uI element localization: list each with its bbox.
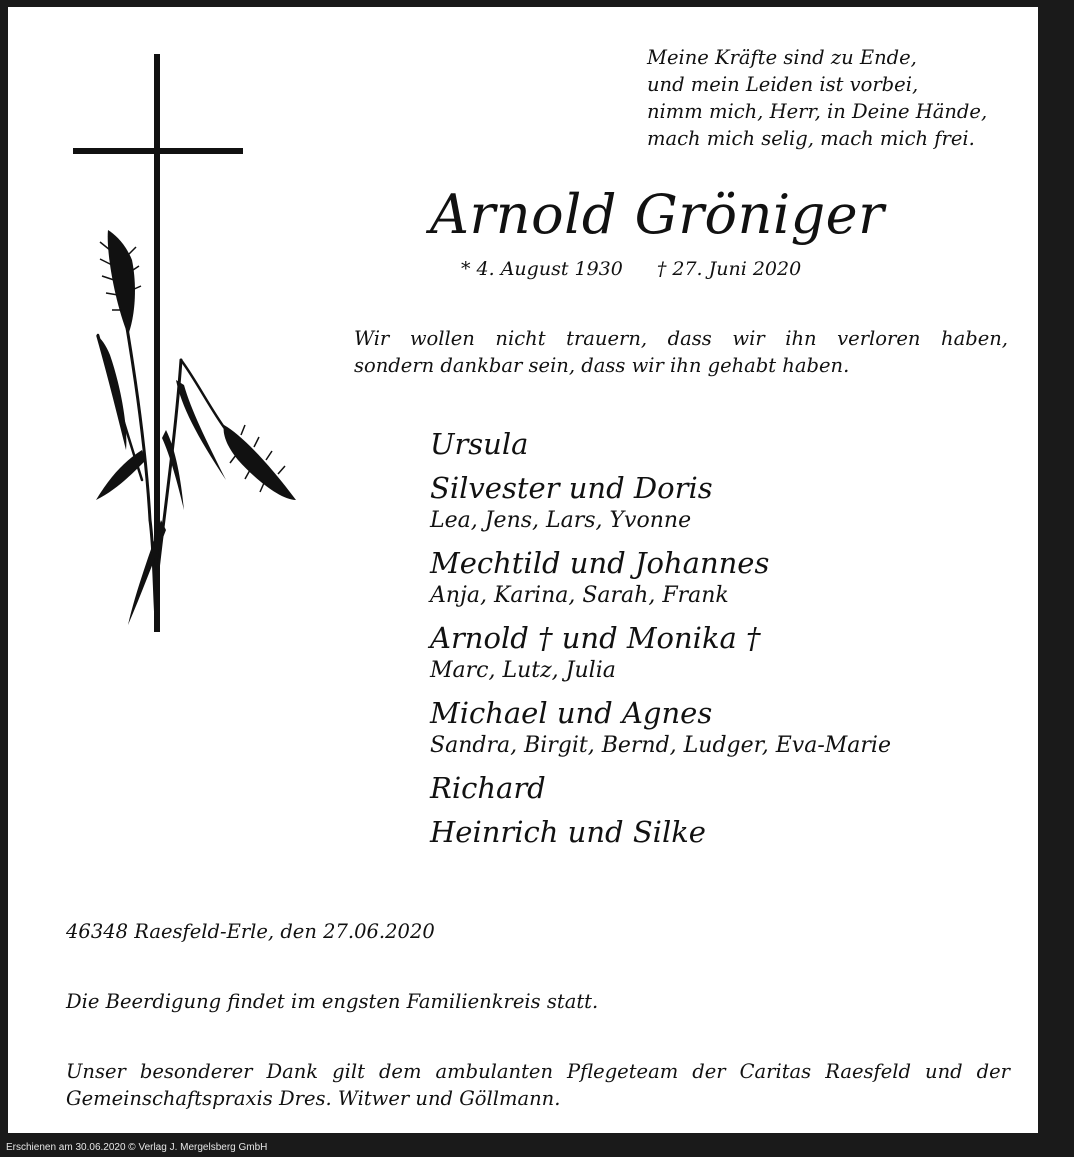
verse-line: nimm mich, Herr, in Deine Hände, [647,100,988,123]
thanks-line: Unser besonderer Dank gilt dem ambulanten Pflegeteam der Caritas Raesfeld und der [66,1060,1010,1083]
family-children: Marc, Lutz, Julia [430,658,616,683]
place-date: 46348 Raesfeld-Erle, den 27.06.2020 [66,920,435,943]
family-children: Sandra, Birgit, Bernd, Ludger, Eva-Marie [430,733,891,758]
saying-line: sondern dankbar sein, dass wir ihn gehabt haben. [354,354,850,377]
thanks-note [66,1058,1010,1112]
family-main: Michael und Agnes [430,696,713,730]
thanks-line: Gemeinschaftspraxis Dres. Witwer und Göllmann. [66,1087,561,1110]
family-entry [430,619,891,685]
family-main: Richard [430,771,546,805]
death-date: † 27. Juni 2020 [656,258,802,280]
family-entry [430,694,891,760]
family-entry [430,813,891,851]
family-entry [430,469,891,535]
saying-line: Wir wollen nicht trauern, dass wir ihn verloren haben, [354,327,1008,350]
deceased-name: Arnold Gröniger [430,183,885,246]
funeral-note: Die Beerdigung findet im engsten Familienkreis statt. [66,990,599,1013]
family-entry [430,769,891,807]
family-main: Silvester und Doris [430,471,713,505]
verse [647,44,987,152]
family-main: Mechtild und Johannes [430,546,770,580]
family-list [430,425,891,851]
family-children: Anja, Karina, Sarah, Frank [430,583,729,608]
cross-with-wheat-icon [66,50,306,640]
family-children: Lea, Jens, Lars, Yvonne [430,508,692,533]
memorial-saying [354,325,1008,379]
verse-line: Meine Kräfte sind zu Ende, [647,46,917,69]
birth-date: * 4. August 1930 [461,258,623,280]
family-main: Arnold † und Monika † [430,621,761,655]
cross-horizontal-beam [73,148,243,154]
verse-line: und mein Leiden ist vorbei, [647,73,919,96]
family-main: Heinrich und Silke [430,815,706,849]
verse-line: mach mich selig, mach mich frei. [647,127,975,150]
family-entry [430,425,891,463]
family-entry [430,544,891,610]
publisher-footer: Erschienen am 30.06.2020 © Verlag J. Mergelsberg GmbH [6,1142,268,1153]
life-dates [461,257,801,281]
family-main: Ursula [430,427,529,461]
